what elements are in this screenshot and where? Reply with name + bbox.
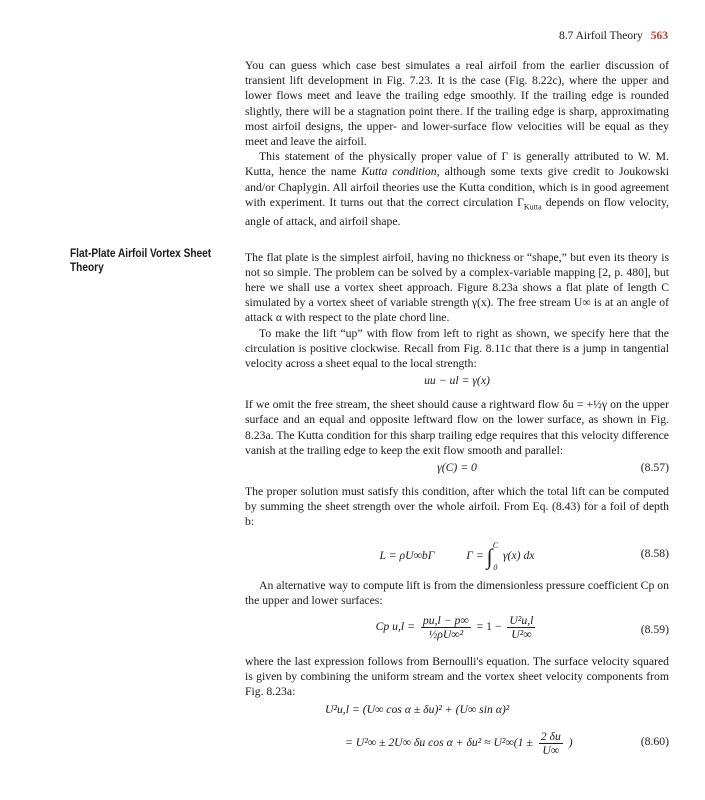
kutta-condition-term: Kutta condition, xyxy=(361,165,440,179)
paragraph-2: This statement of the physically proper value of Γ is generally attributed to W. M. Kutta, hence the name Kutta condition, although some texts give credit to Joukowski and/or Chaplygin. All airfoil theories use the Kutta condition, which is in good agreement with experiment. It turns out that the correct circulation $\Gamma_{Kutta}$ depends on flow velocity, angle of attack, and airfoil shape. xyxy=(245,150,670,229)
kutta-subscript: Kutta xyxy=(523,202,542,212)
paragraph-5: If we omit the free stream, the sheet should cause a rightward flow δu = +½γ on the upper surface and an equal and opposite leftward flow on the lower surface, as shown in Fig. 8.23a. The Kutta condition for this sharp trailing edge requires that this velocity difference vanish at the trailing edge to keep the exit flow smooth and parallel: xyxy=(245,398,669,457)
equation-8-59-number: (8.59) xyxy=(640,623,669,637)
paragraph-6: The proper solution must satisfy this condition, after which the total lift can be computed by summing the sheet strength over the whole airfoil. From Eq. (8.43) for a foil of depth b: xyxy=(245,485,669,529)
equation-8-60-line-2 xyxy=(245,724,669,758)
equation-8-59-lhs: Cp u,l = xyxy=(375,620,415,634)
integral-lower-limit: 0 xyxy=(493,562,498,572)
equation-8-59 xyxy=(245,610,669,652)
equation-8-59-middle: = 1 − xyxy=(476,620,502,634)
equation-jump-body: uu − ul = γ(x) xyxy=(424,374,490,388)
equation-8-59-fraction-2: $\frac{\text{U²u,l}}{\text{U²∞}}$ xyxy=(509,614,534,642)
equation-8-60-number: (8.60) xyxy=(640,734,669,748)
equation-8-60-line-1 xyxy=(245,702,669,722)
equation-8-60-line-1-body: U²u,l = (U∞ cos α ± δu)² + (U∞ sin α)² xyxy=(325,702,510,716)
equation-8-58-circulation-lhs: Γ = xyxy=(466,548,484,562)
equation-8-57 xyxy=(245,460,669,482)
equation-8-60-line-2-body: = U²∞ ± 2U∞ δu cos α + δu² ≈ U²∞(1 ± xyxy=(345,735,533,749)
paragraph-7: An alternative way to compute lift is from the dimensionless pressure coefficient Cp on the upper and lower surfaces: xyxy=(245,578,669,607)
main-column xyxy=(245,58,669,760)
equation-8-57-body: γ(C) = 0 xyxy=(437,461,477,474)
section-title: 8.7 Airfoil Theory xyxy=(558,30,643,42)
equation-8-58-number: (8.58) xyxy=(640,546,669,560)
equation-velocity-jump xyxy=(245,373,669,395)
equation-8-58-lift: L = ρU∞bΓ xyxy=(379,548,435,562)
paragraph-4: To make the lift “up” with flow from left to right as shown, we specify here that the circulation is positive clockwise. Recall from Fig. 8.11c that there is a jump in tangential velocity across a sheet equal to the local strength: xyxy=(245,326,669,370)
equation-8-60-close: ) xyxy=(568,735,573,749)
equation-8-60-fraction: $\frac{2 \delta u}{U\infty}$ xyxy=(540,729,561,757)
paragraph-8: where the last expression follows from Bernoulli's equation. The surface velocity squared is given by combining the uniform stream and the vortex sheet velocity components from Fig. 8.23a: xyxy=(245,655,669,699)
page-number: 563 xyxy=(650,30,668,42)
paragraph-1: You can guess which case best simulates a real airfoil from the earlier discussion of transient lift development in Fig. 7.23. It is the case (Fig. 8.22c), where the upper and lower flows meet and leave the trailing edge smoothly. If the trailing edge is rounded slightly, there will be a stagnation point there. If the trailing edge is sharp, approximating most airfoil designs, the upper- and lower-surface flow velocities will be equal as they meet and leave the airfoil. xyxy=(245,59,669,149)
integral-upper-limit: C xyxy=(492,540,499,550)
equation-8-58-integrand: γ(x) dx xyxy=(502,548,535,562)
integral-sign-icon: ∫ xyxy=(486,543,493,569)
paragraph-3: The flat plate is the simplest airfoil, having no thickness or “shape,” but even its theory is not so simple. The problem can be solved by a complex-variable mapping [2, p. 480], but here we shall use a vortex sheet approach. Figure 8.23a shows a flat plate of length C simulated by a vortex sheet of variable strength γ(x). The free stream U∞ is at an angle of attack α with respect to the plate chord line. xyxy=(245,250,669,325)
side-heading: Flat-Plate Airfoil Vortex Sheet Theory xyxy=(70,248,212,274)
equation-8-58 xyxy=(245,532,669,576)
equation-8-57-number: (8.57) xyxy=(640,461,669,474)
running-header xyxy=(245,30,668,42)
equation-8-59-fraction-1: $\frac{pu,l - p\infty}{\text{½ρU∞²}}$ xyxy=(422,614,469,642)
